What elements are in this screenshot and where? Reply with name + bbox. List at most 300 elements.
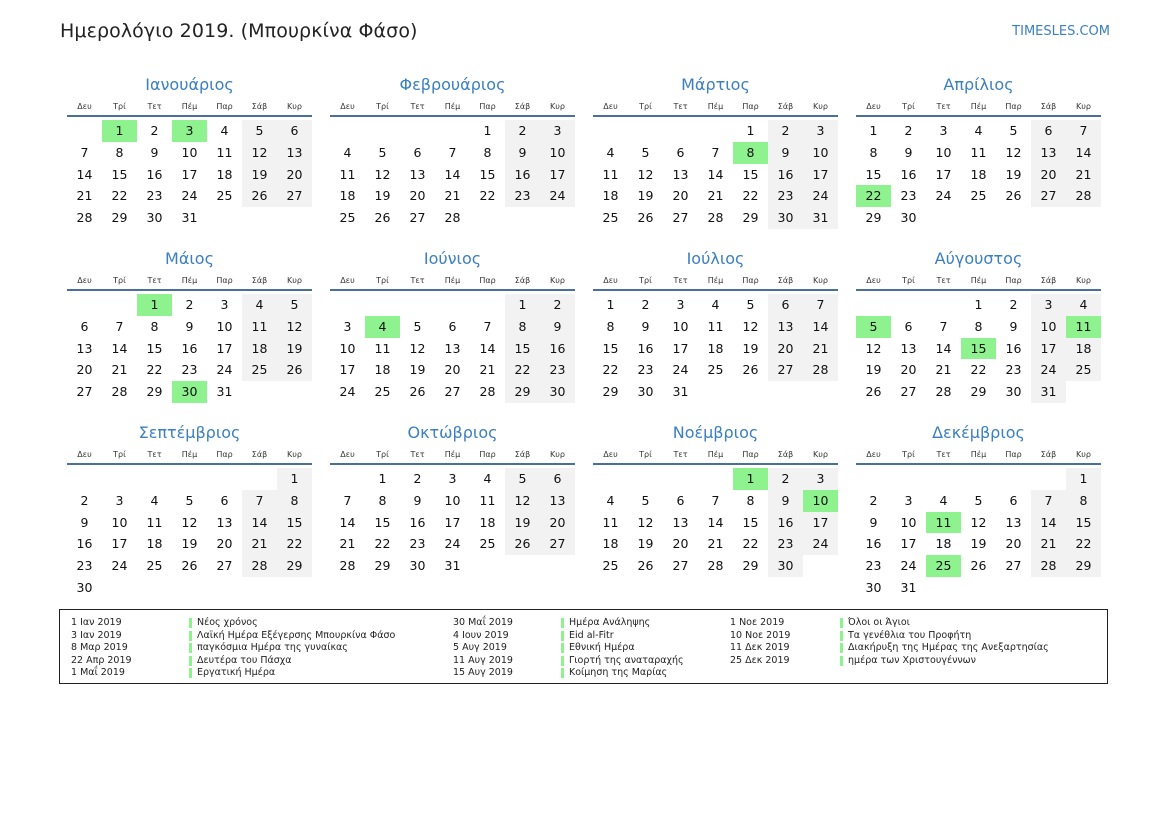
day-cell: 23 (865, 558, 882, 574)
day-cell: 18 (374, 362, 391, 378)
weekday-label: Πέμ (181, 102, 198, 111)
day-cell: 22 (602, 362, 619, 378)
day-cell: 11 (479, 492, 496, 508)
day-cell: 3 (220, 297, 229, 312)
holiday-marker (561, 656, 564, 666)
day-cell: 15 (742, 514, 759, 530)
weekday-label: Κυρ (1076, 450, 1091, 459)
day-cell: 17 (1031, 338, 1066, 360)
day-cell: 6 (80, 318, 89, 334)
weekday-label: Πέμ (444, 102, 461, 111)
site-link[interactable]: TIMESLES.COM (1012, 24, 1110, 39)
day-cell: 23 (768, 185, 803, 207)
day-cell: 29 (505, 381, 540, 403)
holiday-marker (561, 618, 564, 628)
holiday-marker (561, 668, 564, 678)
day-cell: 27 (277, 185, 312, 207)
day-empty (102, 468, 137, 490)
weekday-label: Κυρ (813, 450, 828, 459)
day-cell: 8 (974, 318, 983, 334)
weekday-label: Τρί (639, 276, 652, 285)
month-12 (856, 422, 1101, 599)
day-cell: 4 (606, 492, 615, 508)
weekday-label: Τρί (376, 276, 389, 285)
month-8 (856, 248, 1101, 403)
month-name: Μάρτιος (681, 75, 750, 94)
day-grid (593, 120, 838, 229)
legend-item (730, 630, 1049, 643)
day-cell: 31 (803, 207, 838, 229)
day-cell: 6 (1009, 492, 1018, 508)
day-cell: 4 (606, 144, 615, 160)
day-cell: 17 (444, 514, 461, 530)
day-grid (856, 294, 1101, 403)
day-cell: 14 (803, 316, 838, 338)
holiday-marker (840, 656, 843, 666)
day-empty (67, 294, 102, 316)
day-cell: 8 (1066, 490, 1101, 512)
day-cell: 1 (974, 297, 983, 312)
day-cell: 20 (409, 188, 426, 204)
day-cell: 13 (444, 340, 461, 356)
day-cell: 24 (181, 188, 198, 204)
day-empty (172, 468, 207, 490)
day-cell: 20 (444, 362, 461, 378)
day-cell: 10 (803, 142, 838, 164)
day-cell: 25 (602, 210, 619, 226)
day-cell: 19 (374, 188, 391, 204)
day-cell: 14 (242, 512, 277, 534)
day-cell: 19 (865, 362, 882, 378)
day-cell: 23 (768, 533, 803, 555)
month-name: Ιανουάριος (145, 75, 234, 94)
day-cell: 1 (869, 123, 878, 138)
day-cell: 28 (479, 384, 496, 400)
day-cell: 8 (606, 318, 615, 334)
day-cell: 7 (1031, 490, 1066, 512)
day-cell: 27 (768, 359, 803, 381)
weekday-label: Πέμ (707, 276, 724, 285)
day-empty (996, 468, 1031, 490)
day-cell: 7 (711, 492, 720, 508)
day-cell: 26 (277, 359, 312, 381)
legend-item (453, 667, 684, 680)
day-cell: 17 (803, 164, 838, 186)
legend-holiday-name: παγκόσμια Ημέρα της γυναίκας (197, 642, 348, 653)
day-cell: 19 (742, 340, 759, 356)
day-cell: 15 (479, 166, 496, 182)
day-cell: 9 (540, 316, 575, 338)
day-empty (330, 120, 365, 142)
day-cell: 9 (80, 514, 89, 530)
months-grid (67, 74, 1103, 604)
day-cell-holiday: 11 (926, 512, 961, 534)
legend-date: 1 Μαΐ 2019 (71, 667, 125, 678)
day-cell: 20 (672, 536, 689, 552)
day-cell: 16 (1005, 340, 1022, 356)
weekday-label: Τετ (936, 450, 951, 459)
legend-item (71, 630, 395, 643)
day-cell: 10 (216, 318, 233, 334)
day-cell: 14 (707, 166, 724, 182)
day-empty (856, 294, 891, 316)
month-name: Μάιος (165, 249, 214, 268)
weekday-label: Τρί (639, 450, 652, 459)
day-cell: 12 (637, 166, 654, 182)
day-cell: 25 (479, 536, 496, 552)
month-name: Σεπτέμβριος (138, 423, 241, 442)
day-cell: 2 (641, 297, 650, 312)
legend-date: 11 Αυγ 2019 (453, 654, 513, 666)
month-name: Ιούλιος (686, 249, 745, 268)
day-cell: 12 (637, 514, 654, 530)
day-cell: 10 (1031, 316, 1066, 338)
day-cell: 2 (150, 123, 159, 138)
legend-item (730, 655, 1049, 668)
day-cell-holiday: 1 (733, 468, 768, 490)
day-cell: 2 (869, 492, 878, 508)
day-cell: 30 (76, 579, 93, 595)
weekday-label: Σάβ (777, 102, 794, 111)
day-grid (67, 120, 312, 229)
day-cell: 22 (146, 362, 163, 378)
month-5 (67, 248, 312, 403)
month-6 (330, 248, 575, 403)
weekday-label: Δευ (866, 450, 881, 459)
day-grid (593, 468, 838, 577)
weekday-header (330, 98, 575, 117)
day-cell: 21 (339, 536, 356, 552)
day-cell: 9 (505, 142, 540, 164)
day-cell: 6 (676, 492, 685, 508)
day-cell: 27 (1005, 558, 1022, 574)
holiday-marker (840, 618, 843, 628)
day-empty (961, 468, 996, 490)
day-cell: 12 (505, 490, 540, 512)
day-cell: 30 (1005, 384, 1022, 400)
day-cell: 18 (1066, 338, 1101, 360)
legend-holiday-name: Κοίμηση της Μαρίας (569, 667, 668, 678)
day-cell: 24 (444, 536, 461, 552)
weekday-label: Τετ (410, 102, 425, 111)
holiday-marker (840, 643, 843, 653)
page-title: Ημερολόγιο 2019. (Μπουρκίνα Φάσο) (60, 20, 418, 42)
day-cell: 23 (76, 558, 93, 574)
weekday-header (856, 446, 1101, 465)
day-cell: 28 (1031, 555, 1066, 577)
day-cell: 7 (80, 144, 89, 160)
legend-item (453, 642, 684, 655)
weekday-header (330, 272, 575, 291)
day-cell: 27 (76, 384, 93, 400)
legend-date: 5 Αυγ 2019 (453, 642, 507, 653)
weekday-label: Τρί (376, 102, 389, 111)
day-cell: 21 (444, 188, 461, 204)
weekday-label: Κυρ (550, 276, 565, 285)
day-cell: 17 (803, 512, 838, 534)
weekday-label: Δευ (77, 276, 92, 285)
day-cell: 25 (242, 359, 277, 381)
day-cell: 14 (1031, 512, 1066, 534)
day-cell: 19 (181, 536, 198, 552)
day-cell: 27 (444, 384, 461, 400)
weekday-label: Τρί (113, 276, 126, 285)
day-cell-holiday: 10 (803, 490, 838, 512)
day-cell: 14 (479, 340, 496, 356)
day-cell: 6 (904, 318, 913, 334)
day-cell: 25 (970, 188, 987, 204)
day-cell: 16 (768, 164, 803, 186)
weekday-label: Τετ (936, 276, 951, 285)
day-cell: 29 (742, 558, 759, 574)
day-cell: 2 (413, 471, 422, 486)
day-cell: 18 (602, 536, 619, 552)
day-cell: 21 (707, 188, 724, 204)
day-cell: 23 (409, 536, 426, 552)
day-cell: 30 (409, 558, 426, 574)
weekday-label: Πέμ (707, 102, 724, 111)
legend-date: 1 Ιαν 2019 (71, 617, 122, 628)
day-cell: 12 (865, 340, 882, 356)
day-cell: 20 (768, 338, 803, 360)
weekday-label: Σάβ (777, 276, 794, 285)
day-cell: 28 (707, 210, 724, 226)
day-cell: 21 (935, 362, 952, 378)
day-cell: 29 (970, 384, 987, 400)
day-cell: 24 (540, 185, 575, 207)
day-empty (698, 120, 733, 142)
day-cell: 25 (216, 188, 233, 204)
day-cell: 26 (242, 185, 277, 207)
day-cell: 13 (1005, 514, 1022, 530)
day-cell: 11 (242, 316, 277, 338)
day-cell: 8 (277, 490, 312, 512)
weekday-label: Τρί (902, 450, 915, 459)
day-cell: 23 (900, 188, 917, 204)
day-empty (698, 468, 733, 490)
day-cell: 18 (339, 188, 356, 204)
day-cell: 14 (935, 340, 952, 356)
legend-item (71, 617, 395, 630)
day-cell: 17 (216, 340, 233, 356)
day-cell: 26 (409, 384, 426, 400)
day-cell: 3 (904, 492, 913, 508)
holiday-marker (189, 618, 192, 628)
day-cell-holiday: 5 (856, 316, 891, 338)
day-cell: 11 (970, 144, 987, 160)
day-cell: 1 (378, 471, 387, 486)
day-cell: 31 (900, 579, 917, 595)
weekday-label: Παρ (1005, 102, 1022, 111)
day-empty (242, 468, 277, 490)
day-cell: 12 (242, 142, 277, 164)
day-cell: 3 (803, 120, 838, 142)
day-cell: 16 (900, 166, 917, 182)
day-cell: 28 (803, 359, 838, 381)
month-name: Οκτώβριος (407, 423, 498, 442)
day-cell: 13 (768, 316, 803, 338)
day-cell: 13 (277, 142, 312, 164)
day-cell: 20 (672, 188, 689, 204)
weekday-label: Δευ (77, 102, 92, 111)
month-name: Φεβρουάριος (399, 75, 506, 94)
day-cell: 12 (1005, 144, 1022, 160)
holiday-marker (561, 643, 564, 653)
weekday-label: Δευ (603, 102, 618, 111)
day-cell: 4 (939, 492, 948, 508)
legend-date: 10 Νοε 2019 (730, 629, 791, 641)
day-grid (330, 468, 575, 577)
day-cell: 4 (974, 123, 983, 138)
weekday-header (856, 272, 1101, 291)
weekday-label: Τετ (410, 450, 425, 459)
day-grid (67, 468, 312, 599)
day-cell: 16 (768, 512, 803, 534)
day-cell: 20 (76, 362, 93, 378)
day-cell: 24 (216, 362, 233, 378)
day-cell: 27 (900, 384, 917, 400)
day-cell: 24 (900, 558, 917, 574)
weekday-header (593, 98, 838, 117)
day-cell: 24 (1031, 359, 1066, 381)
day-cell: 22 (374, 536, 391, 552)
month-4 (856, 74, 1101, 229)
day-cell: 3 (343, 318, 352, 334)
month-name: Δεκέμβριος (932, 423, 1025, 442)
day-empty (470, 294, 505, 316)
weekday-label: Σάβ (251, 276, 268, 285)
day-cell: 19 (409, 362, 426, 378)
day-cell: 7 (343, 492, 352, 508)
day-cell: 25 (707, 362, 724, 378)
day-cell: 10 (540, 142, 575, 164)
weekday-label: Τρί (376, 450, 389, 459)
day-cell: 29 (111, 210, 128, 226)
day-empty (628, 120, 663, 142)
day-cell: 18 (216, 166, 233, 182)
day-empty (593, 468, 628, 490)
weekday-label: Παρ (216, 276, 233, 285)
day-empty (137, 468, 172, 490)
day-cell-holiday: 11 (1066, 316, 1101, 338)
day-cell: 5 (277, 294, 312, 316)
day-cell: 18 (602, 188, 619, 204)
day-cell: 5 (242, 120, 277, 142)
day-cell: 2 (185, 297, 194, 312)
day-cell: 24 (935, 188, 952, 204)
day-cell: 30 (865, 579, 882, 595)
month-9 (67, 422, 312, 599)
day-cell: 11 (602, 166, 619, 182)
day-empty (102, 294, 137, 316)
day-cell: 28 (935, 384, 952, 400)
day-empty (67, 468, 102, 490)
weekday-header (593, 446, 838, 465)
day-cell: 4 (483, 471, 492, 486)
weekday-label: Δευ (866, 276, 881, 285)
day-grid (330, 294, 575, 403)
day-cell: 7 (1066, 120, 1101, 142)
day-empty (400, 120, 435, 142)
weekday-label: Κυρ (813, 276, 828, 285)
day-empty (926, 294, 961, 316)
day-cell: 3 (448, 471, 457, 486)
day-cell: 30 (540, 381, 575, 403)
day-empty (663, 468, 698, 490)
day-cell: 4 (711, 297, 720, 312)
day-cell: 7 (448, 144, 457, 160)
day-empty (891, 468, 926, 490)
day-cell: 26 (1005, 188, 1022, 204)
weekday-label: Τρί (113, 450, 126, 459)
day-cell: 22 (742, 536, 759, 552)
day-cell: 21 (1031, 533, 1066, 555)
day-cell: 6 (676, 144, 685, 160)
day-cell: 28 (111, 384, 128, 400)
day-cell: 4 (343, 144, 352, 160)
day-cell: 5 (185, 492, 194, 508)
legend-item (453, 630, 684, 643)
day-cell: 31 (1031, 381, 1066, 403)
day-cell: 6 (448, 318, 457, 334)
weekday-label: Παρ (1005, 276, 1022, 285)
day-cell: 7 (711, 144, 720, 160)
day-cell: 6 (413, 144, 422, 160)
day-cell: 8 (746, 492, 755, 508)
day-cell: 26 (181, 558, 198, 574)
day-cell: 3 (939, 123, 948, 138)
day-cell: 21 (707, 536, 724, 552)
day-cell: 24 (803, 533, 838, 555)
day-cell: 20 (540, 512, 575, 534)
weekday-header (593, 272, 838, 291)
day-cell: 11 (339, 166, 356, 182)
day-cell: 22 (742, 188, 759, 204)
day-cell: 9 (768, 490, 803, 512)
day-cell: 30 (900, 210, 917, 226)
holiday-marker (840, 631, 843, 641)
day-cell: 25 (602, 558, 619, 574)
day-cell: 13 (76, 340, 93, 356)
weekday-label: Παρ (479, 450, 496, 459)
legend-date: 15 Αυγ 2019 (453, 667, 513, 678)
month-3 (593, 74, 838, 229)
weekday-label: Πέμ (970, 102, 987, 111)
day-cell: 27 (672, 558, 689, 574)
weekday-label: Δευ (340, 276, 355, 285)
day-cell: 26 (374, 210, 391, 226)
holiday-marker (189, 668, 192, 678)
month-7 (593, 248, 838, 403)
day-cell: 7 (483, 318, 492, 334)
day-cell: 23 (1005, 362, 1022, 378)
legend-holiday-name: Εργατική Ημέρα (197, 667, 276, 678)
day-cell: 24 (672, 362, 689, 378)
day-cell: 8 (115, 144, 124, 160)
day-cell: 15 (865, 166, 882, 182)
day-cell: 4 (242, 294, 277, 316)
day-empty (926, 468, 961, 490)
day-cell: 26 (637, 558, 654, 574)
day-cell: 18 (479, 514, 496, 530)
day-cell: 31 (216, 384, 233, 400)
day-cell: 28 (242, 555, 277, 577)
day-cell: 6 (277, 120, 312, 142)
weekday-label: Σάβ (777, 450, 794, 459)
day-cell: 19 (970, 536, 987, 552)
legend-date: 4 Ιουν 2019 (453, 629, 509, 641)
day-cell: 11 (216, 144, 233, 160)
